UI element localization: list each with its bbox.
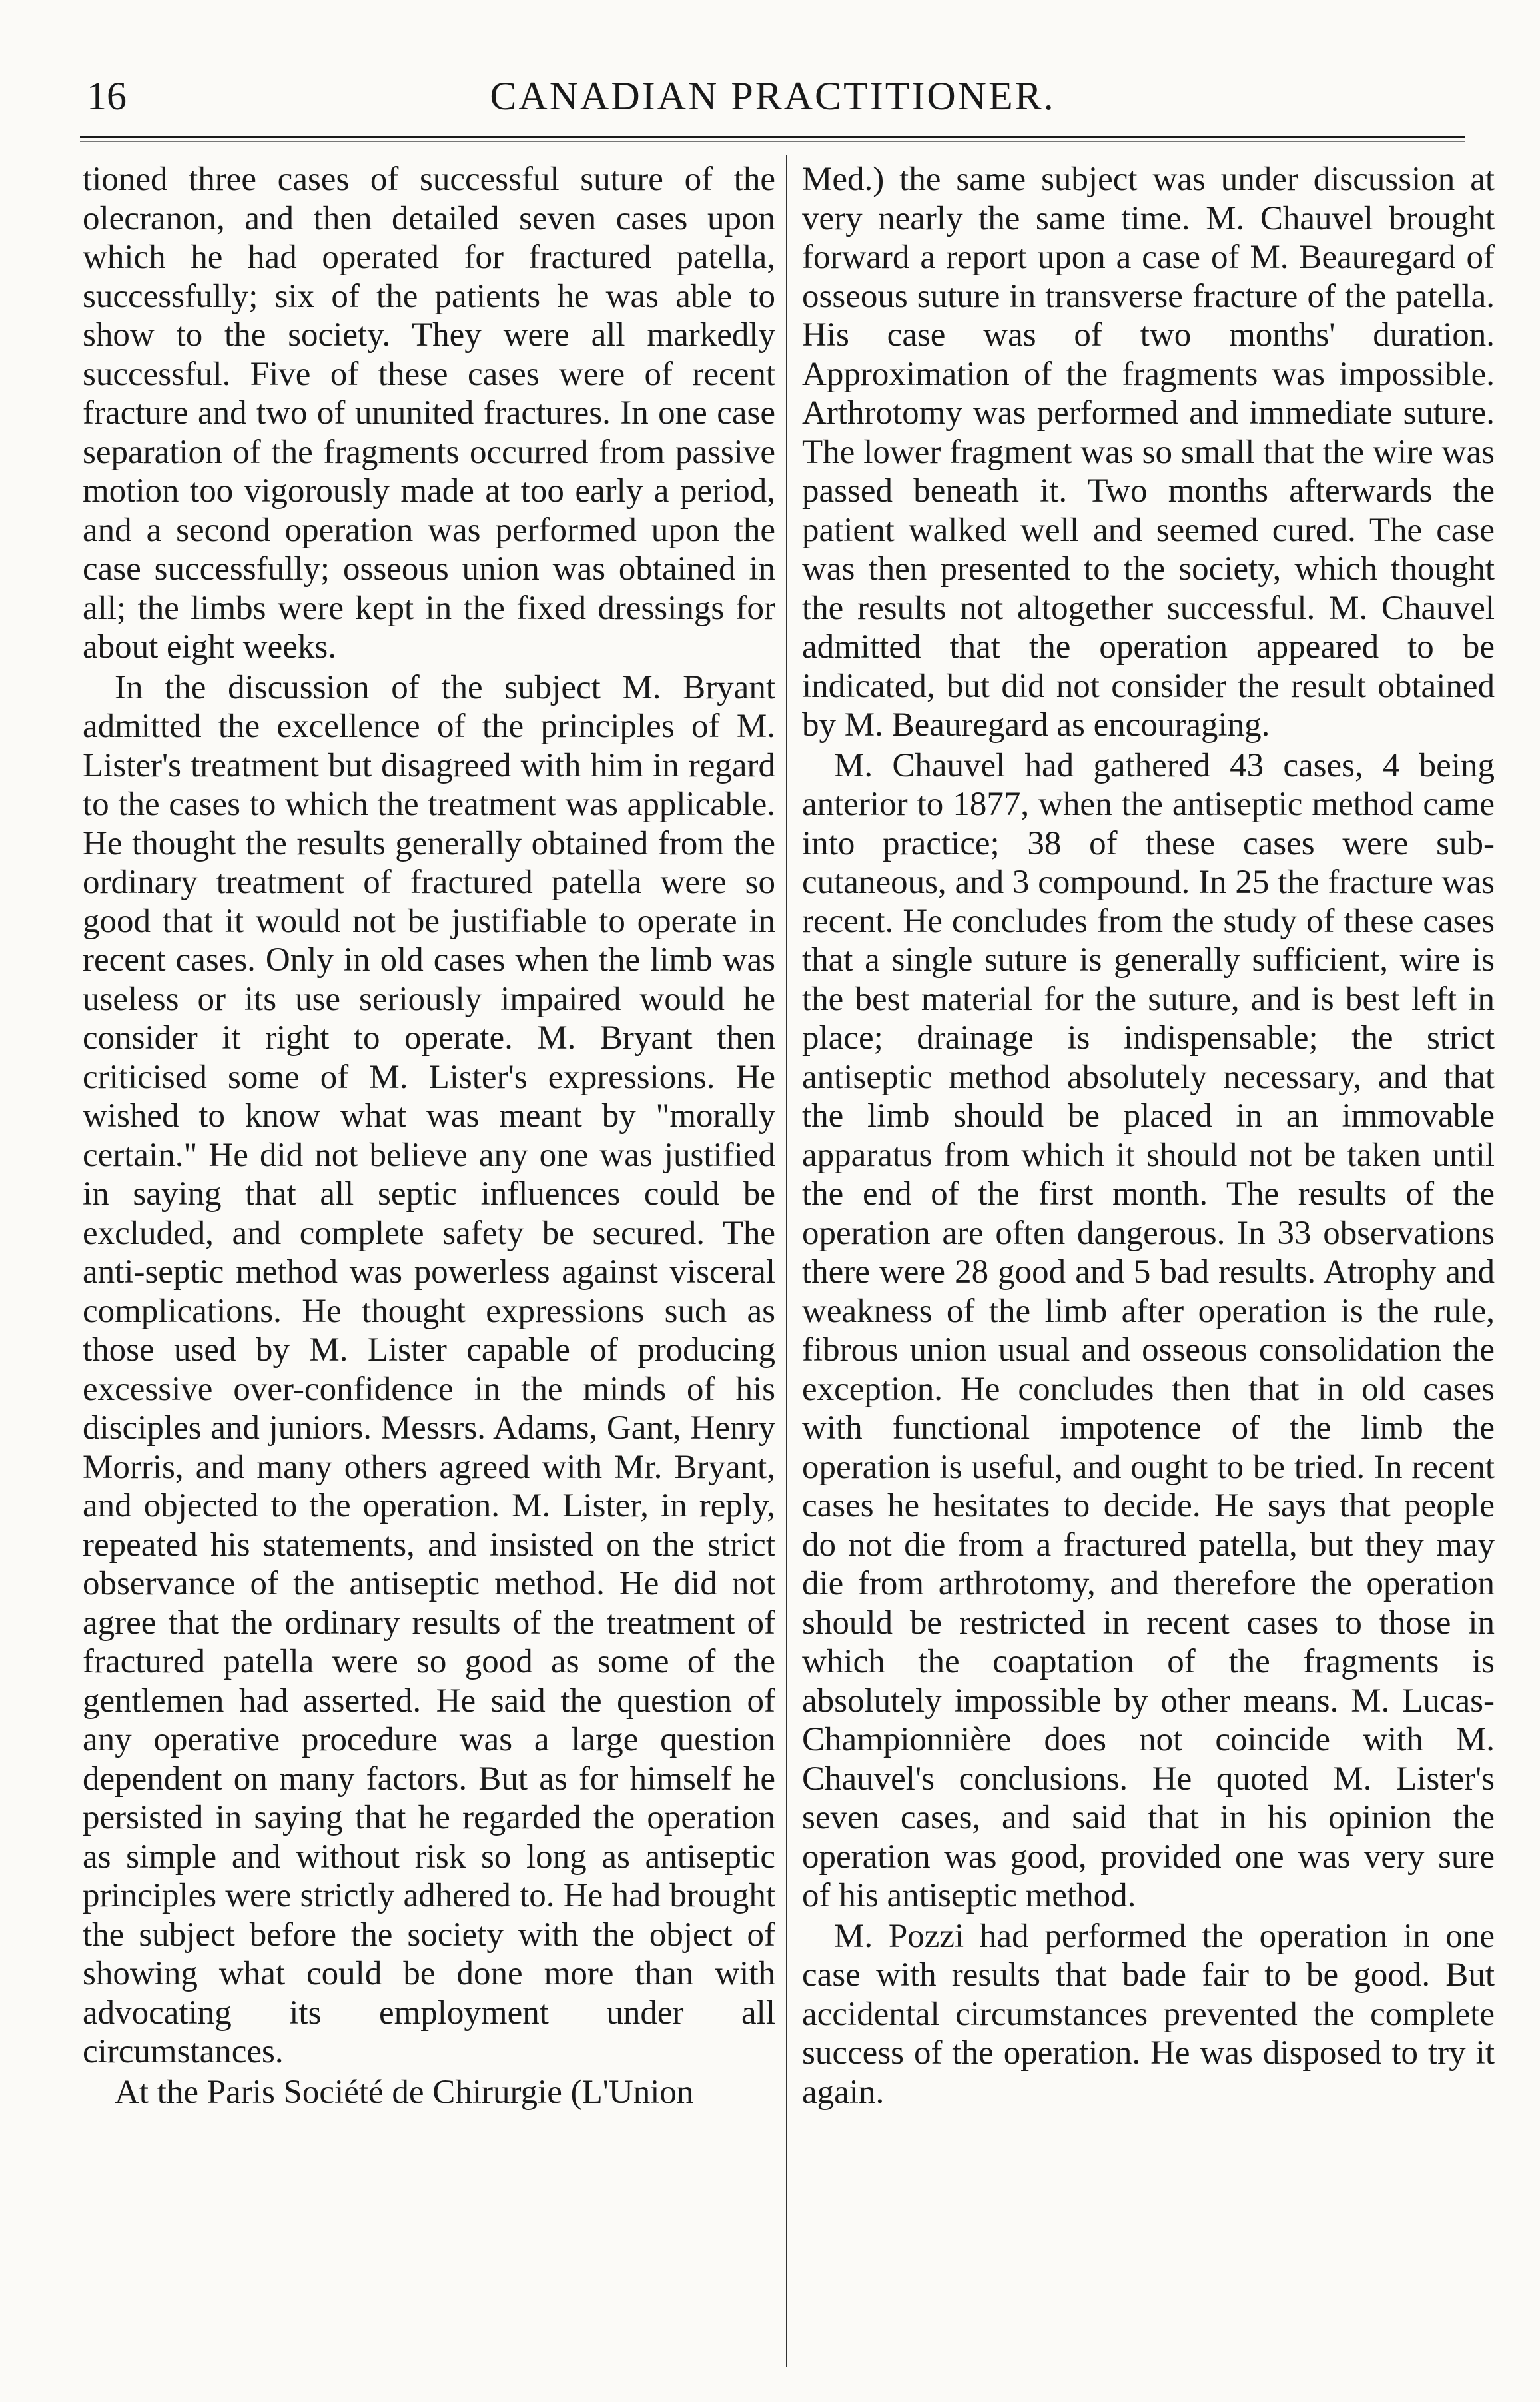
paragraph: M. Chauvel had gathered 43 cases, 4 being anterior to 1877, when the antiseptic method came into practice; 38 of these cases were sub-cutaneous, and 3 compound. In 25 the fracture was recent. He concludes from the study of these cases that a single suture is generally sufficient, wire is the best material for the suture, and is best left in place; drainage is indispensable; the strict antiseptic method absolutely necessary, and that the limb should be placed in an immovable apparatus from which it should not be taken until the end of the first month. The results of the operation are often dangerous. In 33 observations there were 28 good and 5 bad results. Atrophy and weakness of the limb after operation is the rule, fibrous union usual and osseous consolidation the exception. He concludes then that in old cases with functional impotence of the limb the operation is useful, and ought to be tried. In recent cases he hesitates to decide. He says that people do not die from a fractured patella, but they may die from arthrotomy, and therefore the operation should be restricted in recent cases to those in which the coaptation of the fragments is absolutely impossible by other means. M. Lucas-Championnière does not coincide with M. Chauvel's conclusions. He quoted M. Lister's seven cases, and said that in his opinion the operation was good, provided one was very sure of his antiseptic method. — [802, 746, 1495, 1914]
paragraph: tioned three cases of successful suture of the olecranon, and then detailed seven cases upon which he had operated for fractured patella, successfully; six of the patients he was able to show to the society. They were all markedly successful. Five of these cases were of recent fracture and two of ununited fractures. In one case separation of the fragments occurred from passive motion too vigorously made at too early a period, and a second operation was performed upon the case successfully; osseous union was obtained in all; the limbs were kept in the fixed dressings for about eight weeks. — [83, 161, 775, 666]
right-column — [802, 160, 1495, 2359]
paragraph: M. Pozzi had performed the operation in one case with results that bade fair to be good. But accidental circumstances prevented the complete success of the operation. He was disposed to try it again. — [802, 1917, 1495, 2111]
header-rule-thin — [80, 141, 1465, 142]
header-rule — [80, 136, 1465, 138]
page-header — [80, 69, 1465, 129]
left-column — [83, 160, 775, 2359]
paragraph: Med.) the same subject was under discussion at very nearly the same time. M. Chauvel brought forward a report upon a case of M. Beauregard of osseous suture in transverse fracture of the patella. His case was of two months' duration. Approximation of the fragments was impossible. Arthrotomy was performed and immediate suture. The lower fragment was so small that the wire was passed beneath it. Two months afterwards the patient walked well and seemed cured. The case was then presented to the society, which thought the results not altogether successful. M. Chauvel admitted that the operation appeared to be indicated, but did not consider the result obtained by M. Beauregard as encouraging. — [802, 161, 1495, 744]
running-title: CANADIAN PRACTITIONER. — [490, 74, 1056, 118]
paragraph: In the discussion of the subject M. Bryant admitted the excellence of the principles of M. Lister's treatment but disagreed with him in regard to the cases to which the treatment was applicable. He thought the results generally obtained from the ordinary treatment of fractured patella were so good that it would not be justifiable to operate in recent cases. Only in old cases when the limb was useless or its use seriously impaired would he consider it right to operate. M. Bryant then criticised some of M. Lister's expressions. He wished to know what was meant by "morally certain." He did not believe any one was justified in saying that all septic influences could be excluded, and complete safety be secured. The anti-septic method was powerless against visceral complications. He thought expressions such as those used by M. Lister capable of producing excessive over-confidence in the minds of his disciples and juniors. Messrs. Adams, Gant, Henry Morris, and many others agreed with Mr. Bryant, and objected to the operation. M. Lister, in reply, repeated his statements, and insisted on the strict observance of the antiseptic method. He did not agree that the ordinary results of the treatment of fractured patella were so good as some of the gentlemen had asserted. He said the question of any operative procedure was a large question dependent on many factors. But as for himself he persisted in saying that he regarded the operation as simple and without risk so long as antiseptic principles were strictly adhered to. He had brought the subject before the society with the object of showing what could be done more than with advocating its employment under all circumstances. — [83, 668, 775, 2070]
paragraph: At the Paris Société de Chirurgie (L'Union — [115, 2073, 694, 2111]
column-divider — [786, 155, 787, 2367]
page-number: 16 — [87, 74, 127, 118]
